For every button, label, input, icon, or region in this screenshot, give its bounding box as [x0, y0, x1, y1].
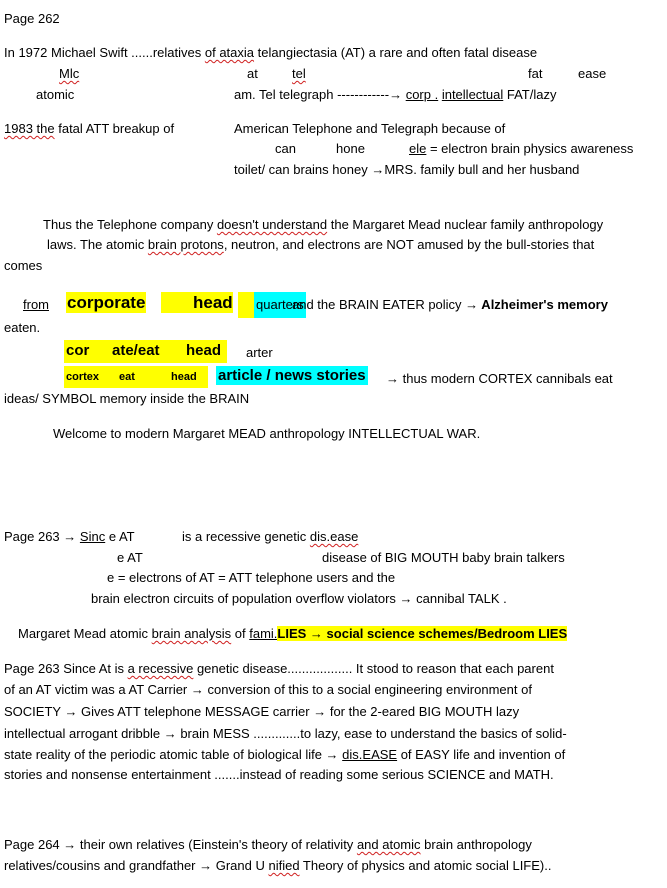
highlight-article: article / news stories	[218, 367, 366, 384]
text-line: e AT disease of BIG MOUTH baby brain talkers	[117, 550, 565, 565]
text-line: state reality of the periodic atomic table of biological life → dis.EASE of EASY life and invention of	[4, 747, 566, 762]
text-line: Welcome to modern Margaret MEAD anthropology INTELLECTUAL WAR.	[53, 426, 481, 441]
text-line: Page 264 → their own relatives (Einstein's theory of relativity and atomic brain anthropology	[4, 837, 532, 852]
text-line: from corporate head quarters and the BRAIN EATER policy → Alzheimer's memory	[0, 290, 667, 316]
text-line: e = electrons of AT = ATT telephone users and the	[107, 570, 396, 585]
text-line: can hone ele = electron brain physics awareness	[275, 141, 634, 156]
text-line: laws. The atomic brain protons, neutron, and electrons are NOT amused by the bull-stories that	[47, 237, 595, 252]
text-line: In 1972 Michael Swift ......relatives of ataxia telangiectasia (AT) a rare and often fatal disease	[4, 45, 538, 60]
arrow-icon: →	[371, 162, 385, 177]
text-line: Page 263 → Sinc e AT is a recessive genetic dis.ease	[4, 529, 359, 544]
text-line: relatives/cousins and grandfather → Grand U nified Theory of physics and atomic social LIFE)..	[4, 858, 552, 873]
arrow-icon: →	[389, 87, 403, 102]
text-line: SOCIETY → Gives ATT telephone MESSAGE carrier → for the 2-eared BIG MOUTH lazy	[4, 704, 520, 719]
text-line: intellectual arrogant dribble → brain MESS .............to lazy, ease to understand the basics of solid-	[4, 726, 567, 741]
page-262-label: Page 262	[4, 11, 60, 26]
text-line: cortex eat head article / news stories → thus modern CORTEX cannibals eat	[66, 367, 613, 386]
highlight-lies: LIES → social science schemes/Bedroom LIES	[277, 626, 568, 641]
text-line: atomic am. Tel telegraph ------------→ corp . intellectual FAT/lazy	[36, 87, 557, 102]
text-line: 1983 the fatal ATT breakup of American Telephone and Telegraph because of	[4, 121, 506, 136]
text-line: Margaret Mead atomic brain analysis of fami.LIES → social science schemes/Bedroom LIES	[18, 626, 568, 641]
arrow-icon: →	[63, 529, 77, 544]
text-line: eaten.	[4, 320, 41, 335]
text-line: Mlc at tel fat ease	[59, 66, 607, 81]
text-line: stories and nonsense entertainment .......instead of reading some serious SCIENCE and MATH.	[4, 767, 554, 782]
text-line: ideas/ SYMBOL memory inside the BRAIN	[4, 391, 250, 406]
arrow-icon: →	[465, 297, 479, 312]
text-line: toilet/ can brains honey →MRS. family bull and her husband	[234, 162, 580, 177]
highlight-head: head	[161, 292, 233, 313]
text-line: comes	[4, 258, 43, 273]
text-line: cor ate/eat head arter	[0, 340, 667, 364]
text-line: Page 263 Since At is a recessive genetic disease.................. It stood to reason that each parent	[4, 661, 554, 676]
highlight-quarters: quarters	[254, 292, 306, 318]
text-line: of an AT victim was a AT Carrier → conversion of this to a social engineering environment of	[4, 682, 532, 697]
text-line: brain electron circuits of population overflow violators → cannibal TALK .	[91, 591, 507, 606]
text-line: Thus the Telephone company doesn't understand the Margaret Mead nuclear family anthropology	[43, 217, 604, 232]
highlight-corporate: corporate	[67, 293, 146, 312]
